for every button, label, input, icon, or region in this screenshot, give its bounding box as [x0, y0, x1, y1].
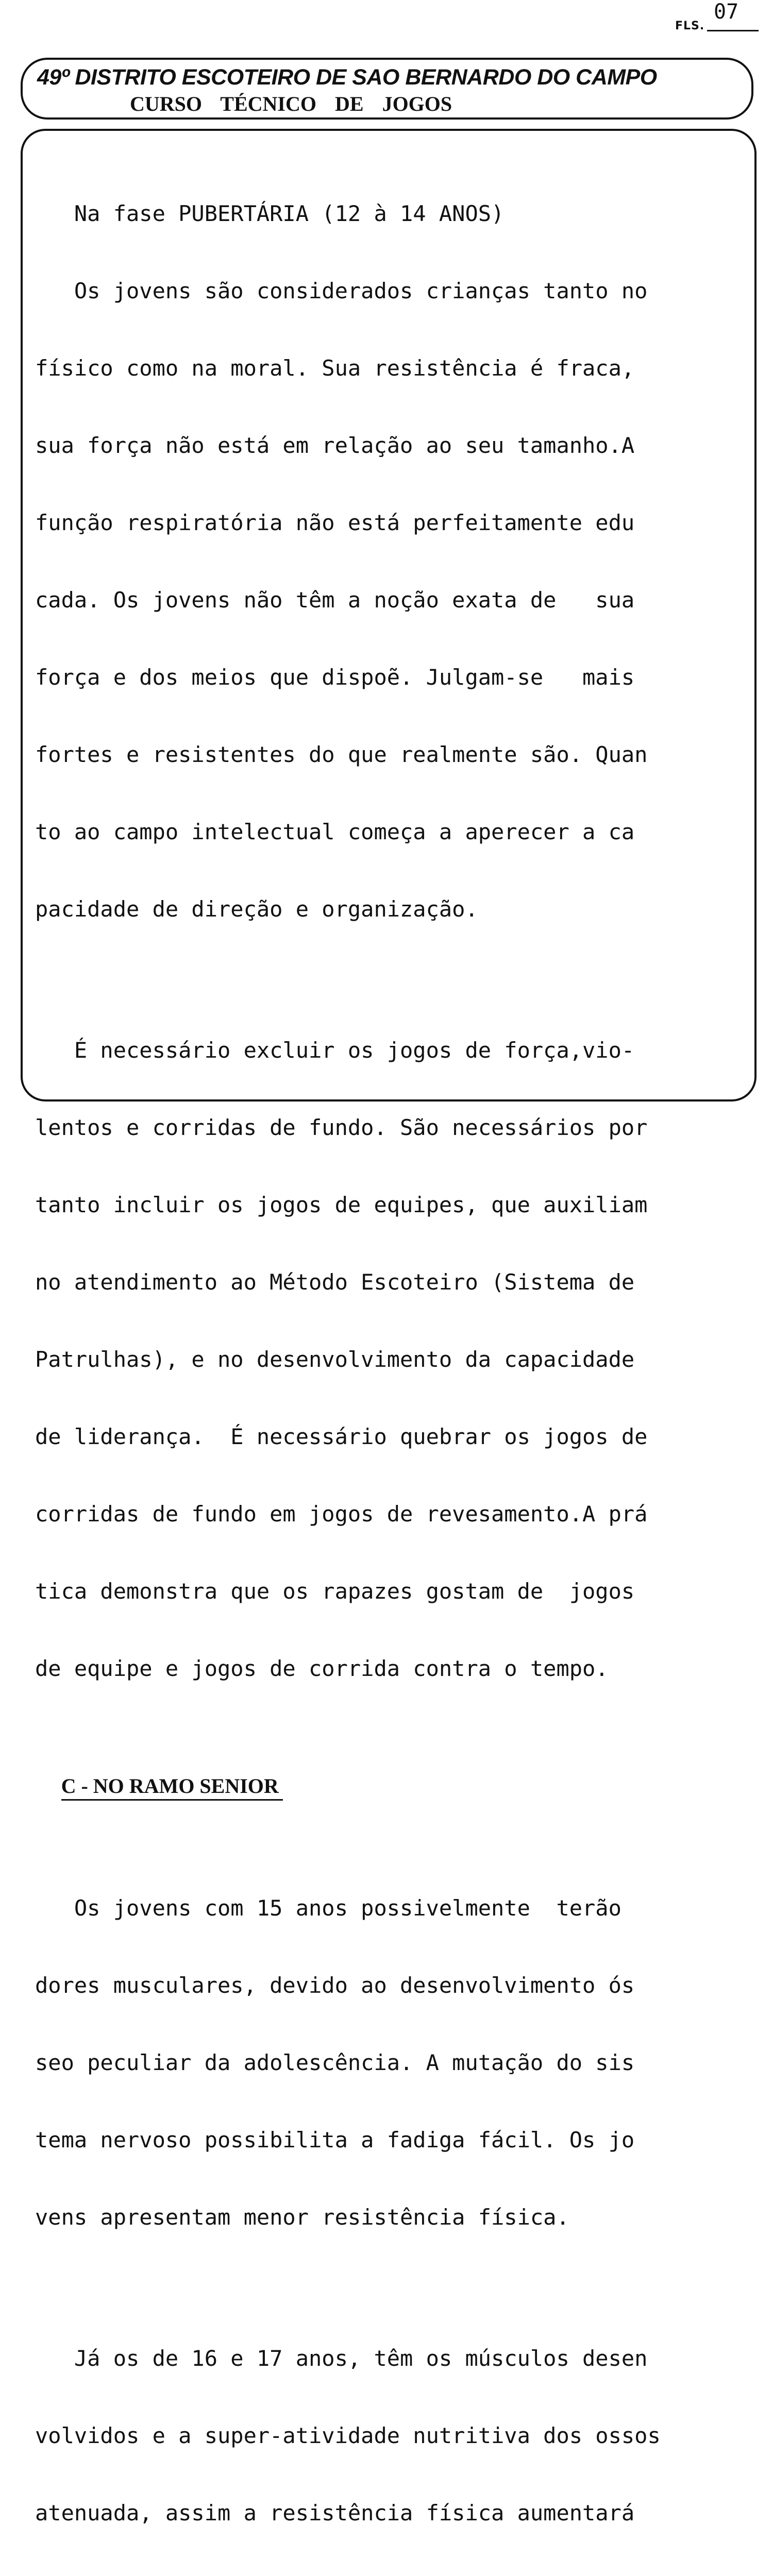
text-line: É necessário excluir os jogos de força,vio-: [35, 1038, 635, 1063]
text-line: tica demonstra que os rapazes gostam de jogos: [35, 1579, 635, 1604]
text-line: Patrulhas), e no desenvolvimento da capacidade: [35, 1347, 635, 1372]
header-subtitle: CURSO TÉCNICO DE JOGOS: [130, 92, 452, 115]
text-line: físico como na moral. Sua resistência é fraca,: [35, 355, 635, 381]
text-line: to ao campo intelectual começa a aperecer a ca: [35, 819, 635, 844]
text-line: função respiratória não está perfeitamente edu: [35, 510, 635, 535]
text-line: Na fase PUBERTÁRIA (12 à 14 ANOS): [35, 201, 505, 226]
text-line: sua força não está em relação ao seu tamanho.A: [35, 433, 635, 458]
text-line: tanto incluir os jogos de equipes, que auxiliam: [35, 1192, 648, 1217]
text-line: tema nervoso possibilita a fadiga fácil. Os jo: [35, 2127, 635, 2153]
text-line: no atendimento ao Método Escoteiro (Sistema de: [35, 1269, 635, 1295]
text-line: de equipe e jogos de corrida contra o tempo.: [35, 1656, 609, 1681]
text-line: fortes e resistentes do que realmente são. Quan: [35, 742, 648, 767]
text-line: corridas de fundo em jogos de revesamento.A prá: [35, 1501, 648, 1527]
text-line: vens apresentam menor resistência física.: [35, 2205, 569, 2230]
text-line: seo peculiar da adolescência. A mutação do sis: [35, 2050, 635, 2075]
text-line: pacidade de direção e organização.: [35, 896, 478, 922]
text-line: força e dos meios que dispoẽ. Julgam-se mais: [35, 665, 635, 690]
text-line: dores musculares, devido ao desenvolvimento ós: [35, 1973, 635, 1998]
section-heading: C - NO RAMO SENIOR: [61, 1773, 283, 1801]
page-number-underline: [707, 30, 759, 31]
text-line: Os jovens com 15 anos possivelmente terão: [35, 1895, 621, 1921]
text-line: atenuada, assim a resistência física aumentará: [35, 2500, 635, 2526]
text-line: lentos e corridas de fundo. São necessários por: [35, 1115, 648, 1140]
text-line: Já os de 16 e 17 anos, têm os músculos desen: [35, 2346, 648, 2371]
page-number: 07: [714, 0, 739, 24]
text-line: Os jovens são considerados crianças tanto no: [35, 278, 648, 303]
header-title: 49º DISTRITO ESCOTEIRO DE SAO BERNARDO DO CAMPO: [37, 65, 657, 90]
fls-label: FLS.: [675, 20, 705, 32]
text-line: de liderança. É necessário quebrar os jogos de: [35, 1424, 648, 1449]
document-body: [35, 149, 751, 2576]
text-line: volvidos e a super-atividade nutritiva dos ossos: [35, 2423, 661, 2448]
text-line: cada. Os jovens não têm a noção exata de sua: [35, 587, 635, 613]
